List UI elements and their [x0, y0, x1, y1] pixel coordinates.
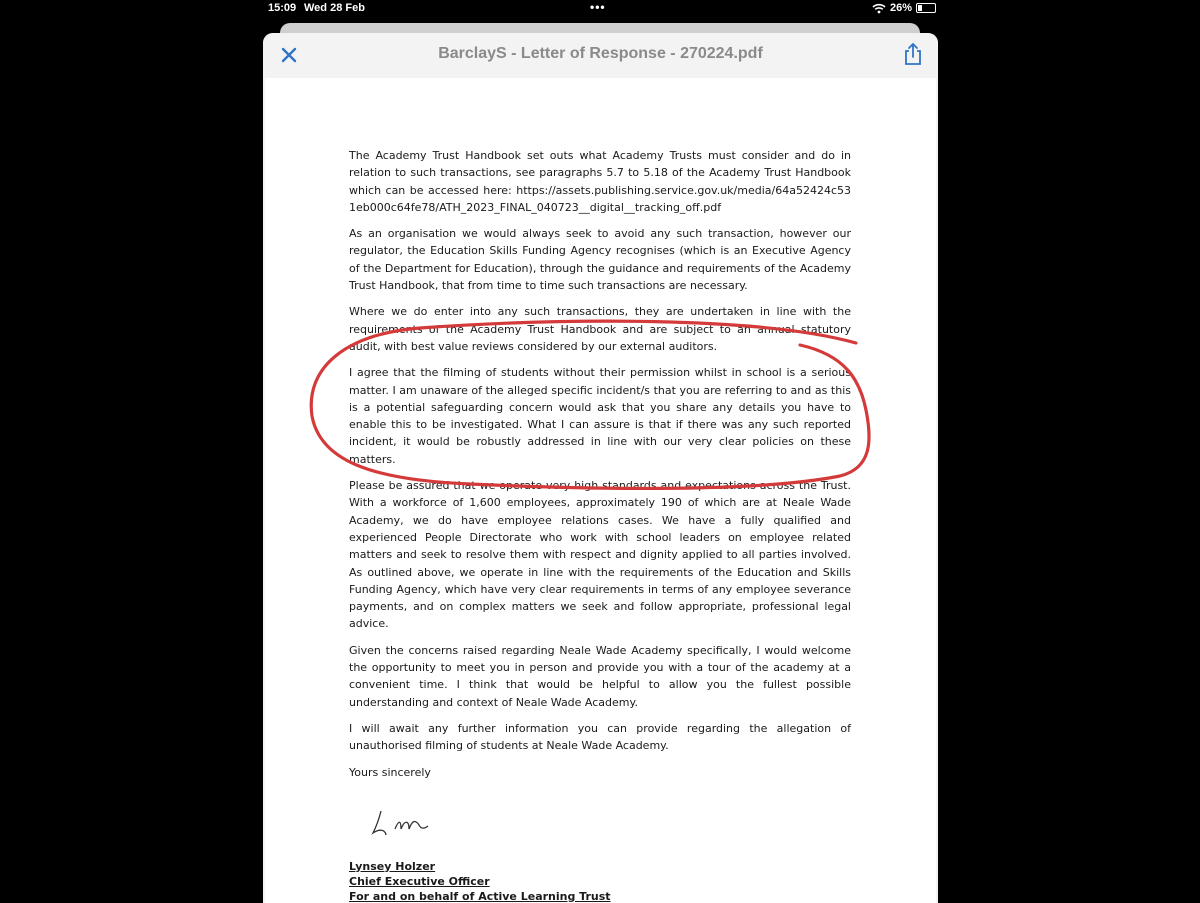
paragraph-5: Please be assured that we operate very high standards and expectations across the Trust. With a workforce of 1,600 employees, approximately 190 of which are at Neale Wade Academy, we do have employee relations cases. We have a fully qualified and experienced People Directorate who work with school leaders on employee related matters and seek to resolve them with respect and dignity applied to all parties involved. As outlined above, we operate in line with the requirements of the Education and Skills Funding Agency, which have very clear requirements in terms of any employee severance payments, and on complex matters we seek and follow appropriate, professional legal advice.	[349, 479, 851, 631]
signatory-title: Chief Executive Officer	[349, 874, 490, 888]
handwritten-signature	[349, 793, 469, 853]
paragraph-1	[349, 147, 851, 216]
status-bar	[0, 0, 1200, 18]
paragraph-6: Given the concerns raised regarding Neale Wade Academy specifically, I would welcome the opportunity to meet you in person and provide you with a tour of the academy at a convenient time. I think that would be helpful to allow you the fullest possible understanding and context of Neale Wade Academy.	[349, 643, 851, 709]
signature	[349, 793, 851, 859]
signatory-name: Lynsey Holzer	[349, 859, 436, 873]
paragraph-2: As an organisation we would always seek to avoid any such transaction, however our regulator, the Education Skills Funding Agency recognises (which is an Executive Agency of the Department for Education), through the guidance and requirements of the Academy Trust Handbook, that from time to time such transactions are necessary.	[349, 227, 851, 293]
signatory-org: For and on behalf of Active Learning Trust	[349, 889, 611, 903]
share-button[interactable]	[902, 42, 924, 66]
share-icon	[902, 42, 924, 66]
battery-icon	[916, 3, 936, 13]
paragraph-7: I will await any further information you can provide regarding the allegation of unauthorised filming of students at Neale Wade Academy.	[349, 721, 851, 753]
document-title: BarclayS - Letter of Response - 270224.pdf	[438, 45, 763, 62]
battery-level	[918, 5, 922, 11]
signature-block	[349, 859, 851, 903]
paragraph-3: Where we do enter into any such transactions, they are undertaken in line with the requirements of the Academy Trust Handbook and are subject to an annual statutory audit, with best value reviews considered by our external auditors.	[349, 305, 851, 353]
viewer-header	[263, 33, 938, 77]
paragraph-1-text: The Academy Trust Handbook set outs what Academy Trusts must consider and do in relation to such transactions, see paragraphs 5.7 to 5.18 of the Academy Trust Handbook which can be accessed here:	[349, 149, 851, 197]
handbook-url: https://assets.publishing.service.gov.uk/media/64a52424c531eb000c64fe78/ATH_2023_FINAL_040723__digital__tracking_off.pdf	[349, 183, 852, 214]
pdf-page[interactable]	[265, 78, 936, 903]
wifi-icon	[872, 3, 886, 14]
closing: Yours sincerely	[349, 765, 431, 779]
letter-body	[349, 147, 851, 903]
paragraph-4: I agree that the filming of students without their permission whilst in school is a serious matter. I am unaware of the alleged specific incident/s that you are referring to and as this is a potential safeguarding concern would ask that you share any details you have to enable this to be investigated. What I can assure is that if there was any such reported incident, it would be robustly addressed in line with our very clear policies on these matters.	[349, 366, 851, 466]
status-indicators	[872, 2, 936, 14]
pdf-viewer-sheet	[263, 33, 938, 903]
battery-percent: 26%	[890, 2, 913, 14]
status-time: 15:09	[268, 2, 297, 14]
multitasking-dots-icon[interactable]: •••	[590, 0, 606, 14]
status-date: Wed 28 Feb	[304, 2, 365, 14]
